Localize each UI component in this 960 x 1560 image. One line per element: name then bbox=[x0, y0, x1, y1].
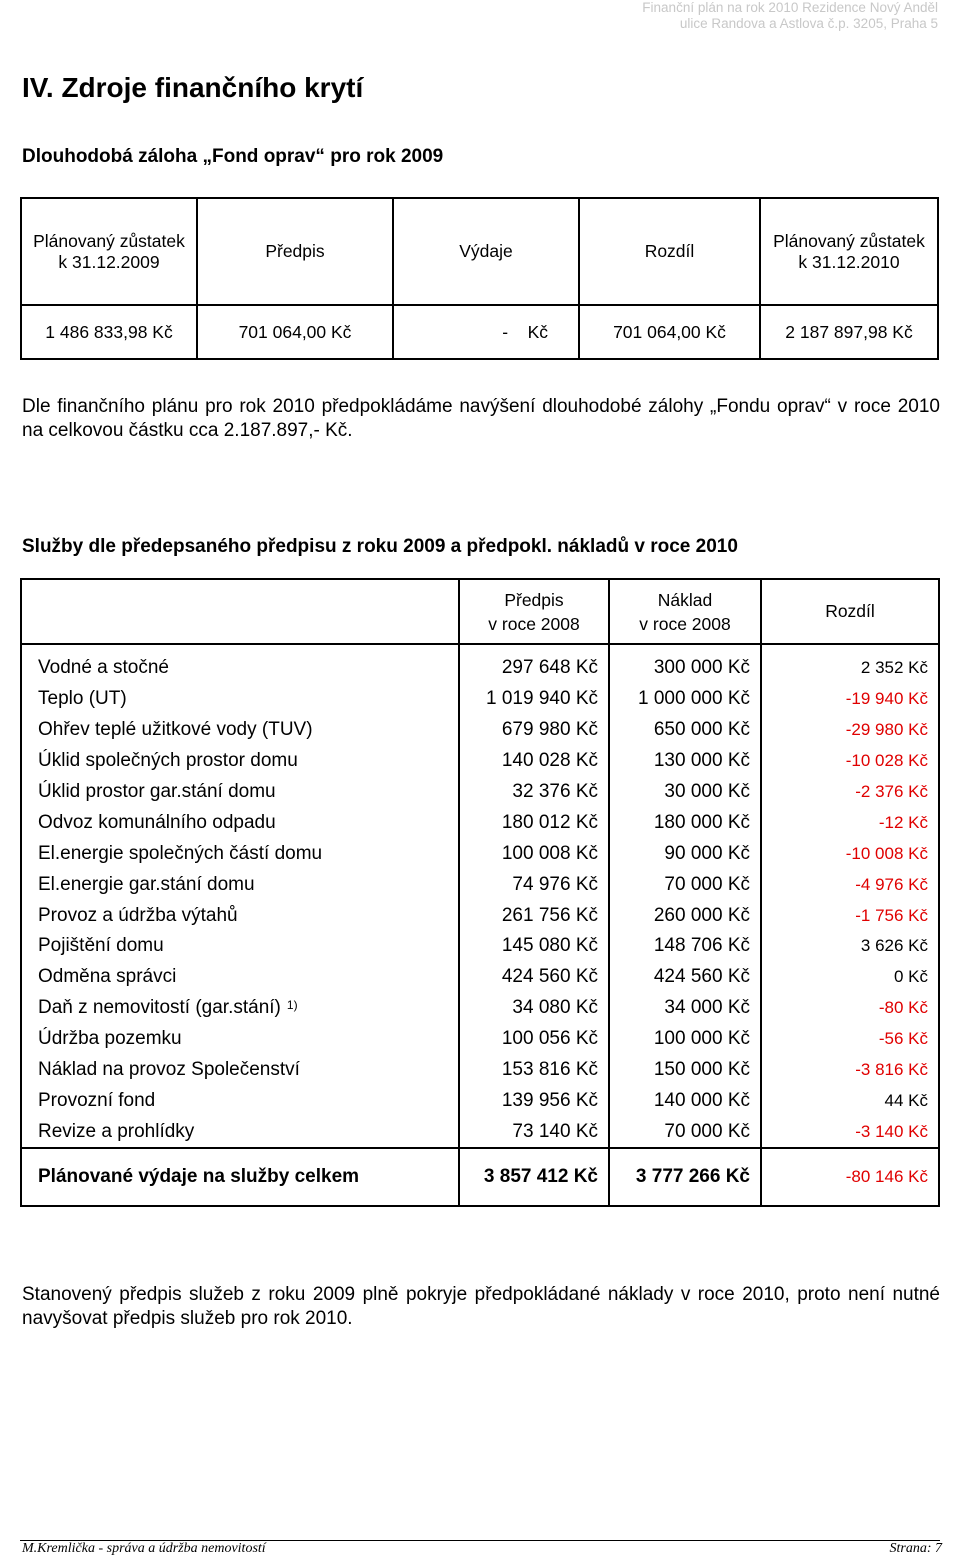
service-predpis: 100 056 Kč bbox=[459, 1024, 609, 1055]
service-name bbox=[21, 644, 459, 684]
service-rozdil: -56 Kč bbox=[761, 1024, 939, 1055]
services-paragraph: Stanovený předpis služeb z roku 2009 plně pokryje předpokládané náklady v roce 2010, proto není nutné navyšovat předpis služeb pro rok 2010. bbox=[22, 1284, 940, 1329]
service-predpis: 32 376 Kč bbox=[459, 777, 609, 808]
service-name bbox=[21, 746, 459, 777]
fund-header-vydaje: Výdaje bbox=[393, 198, 579, 305]
service-row bbox=[21, 644, 939, 684]
total-rozdil: -80 146 Kč bbox=[761, 1148, 939, 1206]
service-name bbox=[21, 777, 459, 808]
service-naklad: 424 560 Kč bbox=[609, 962, 761, 993]
services-header-rozdil: Rozdíl bbox=[761, 579, 939, 644]
service-row bbox=[21, 1024, 939, 1055]
services-header-naklad-line1: Náklad bbox=[657, 589, 713, 610]
total-naklad: 3 777 266 Kč bbox=[609, 1148, 761, 1206]
service-row bbox=[21, 777, 939, 808]
service-naklad: 100 000 Kč bbox=[609, 1024, 761, 1055]
footer-page-number: Strana: 7 bbox=[889, 1541, 942, 1556]
service-row bbox=[21, 931, 939, 962]
service-naklad: 130 000 Kč bbox=[609, 746, 761, 777]
services-header-naklad-line2: v roce 2008 bbox=[639, 613, 731, 634]
service-rozdil: -19 940 Kč bbox=[761, 684, 939, 715]
services-header-predpis-line1: Předpis bbox=[504, 589, 564, 610]
service-name bbox=[21, 838, 459, 869]
service-naklad: 180 000 Kč bbox=[609, 807, 761, 838]
service-predpis: 34 080 Kč bbox=[459, 993, 609, 1024]
service-naklad: 1 000 000 Kč bbox=[609, 684, 761, 715]
service-name bbox=[21, 931, 459, 962]
service-row bbox=[21, 993, 939, 1024]
services-table bbox=[20, 578, 940, 1207]
services-title: Služby dle předepsaného předpisu z roku 2009 a předpokl. nákladů v roce 2010 bbox=[22, 536, 738, 557]
service-name-text: Ohřev teplé užitkové vody (TUV) bbox=[38, 719, 313, 741]
service-rozdil: -80 Kč bbox=[761, 993, 939, 1024]
service-name bbox=[21, 1116, 459, 1148]
service-name bbox=[21, 962, 459, 993]
service-rozdil: -3 140 Kč bbox=[761, 1116, 939, 1148]
service-name-text: Odvoz komunálního odpadu bbox=[38, 811, 276, 833]
service-rozdil: -1 756 Kč bbox=[761, 900, 939, 931]
service-rozdil: 44 Kč bbox=[761, 1085, 939, 1116]
service-predpis: 261 756 Kč bbox=[459, 900, 609, 931]
service-naklad: 70 000 Kč bbox=[609, 869, 761, 900]
fund-header-rozdil: Rozdíl bbox=[579, 198, 760, 305]
service-naklad: 260 000 Kč bbox=[609, 900, 761, 931]
service-name-text: Daň z nemovitostí (gar.stání) bbox=[38, 997, 281, 1019]
service-rozdil: -10 028 Kč bbox=[761, 746, 939, 777]
service-rozdil: -12 Kč bbox=[761, 807, 939, 838]
service-name bbox=[21, 715, 459, 746]
service-naklad: 90 000 Kč bbox=[609, 838, 761, 869]
service-predpis: 100 008 Kč bbox=[459, 838, 609, 869]
service-row bbox=[21, 746, 939, 777]
service-name bbox=[21, 993, 459, 1024]
services-header-naklad bbox=[609, 579, 761, 644]
service-rozdil: -4 976 Kč bbox=[761, 869, 939, 900]
service-name bbox=[21, 1055, 459, 1086]
service-name-text: Vodné a stočné bbox=[38, 657, 169, 679]
service-naklad: 70 000 Kč bbox=[609, 1116, 761, 1148]
service-predpis: 145 080 Kč bbox=[459, 931, 609, 962]
service-name-text: Teplo (UT) bbox=[38, 688, 127, 710]
service-name bbox=[21, 684, 459, 715]
fund-header-start-line1: Plánovaný zůstatek bbox=[33, 230, 185, 251]
fund-header-row bbox=[21, 198, 938, 305]
service-name-text: Revize a prohlídky bbox=[38, 1120, 195, 1142]
total-predpis: 3 857 412 Kč bbox=[459, 1148, 609, 1206]
service-predpis: 153 816 Kč bbox=[459, 1055, 609, 1086]
service-rozdil: -2 376 Kč bbox=[761, 777, 939, 808]
fund-value-start: 1 486 833,98 Kč bbox=[21, 305, 197, 359]
services-total-row bbox=[21, 1148, 939, 1206]
service-naklad: 148 706 Kč bbox=[609, 931, 761, 962]
footnote-marker: 1) bbox=[286, 998, 298, 1013]
service-name bbox=[21, 900, 459, 931]
section-title: IV. Zdroje finančního krytí bbox=[22, 72, 364, 103]
service-predpis: 1 019 940 Kč bbox=[459, 684, 609, 715]
service-predpis: 74 976 Kč bbox=[459, 869, 609, 900]
services-header-empty bbox=[21, 579, 459, 644]
service-name-text: Pojištění domu bbox=[38, 935, 164, 957]
service-predpis: 424 560 Kč bbox=[459, 962, 609, 993]
service-name bbox=[21, 1024, 459, 1055]
services-header-predpis bbox=[459, 579, 609, 644]
service-name bbox=[21, 807, 459, 838]
service-naklad: 30 000 Kč bbox=[609, 777, 761, 808]
service-name-text: Úklid společných prostor domu bbox=[38, 750, 298, 772]
service-name-text: Odměna správci bbox=[38, 966, 177, 988]
service-rozdil: 2 352 Kč bbox=[761, 644, 939, 684]
service-row bbox=[21, 869, 939, 900]
service-naklad: 150 000 Kč bbox=[609, 1055, 761, 1086]
fund-value-row bbox=[21, 305, 938, 359]
service-row bbox=[21, 807, 939, 838]
services-header-row bbox=[21, 579, 939, 644]
service-predpis: 139 956 Kč bbox=[459, 1085, 609, 1116]
service-predpis: 297 648 Kč bbox=[459, 644, 609, 684]
service-name-text: Provozní fond bbox=[38, 1089, 156, 1111]
fund-paragraph: Dle finančního plánu pro rok 2010 předpokládáme navýšení dlouhodobé zálohy „Fondu oprav“ v roce 2010 na celkovou částku cca 2.187.897,- Kč. bbox=[22, 396, 940, 441]
fund-value-rozdil: 701 064,00 Kč bbox=[579, 305, 760, 359]
service-name-text: Úklid prostor gar.stání domu bbox=[38, 781, 276, 802]
fund-header-end-line1: Plánovaný zůstatek bbox=[773, 230, 925, 251]
fund-value-vydaje: - Kč bbox=[393, 305, 579, 359]
service-naklad: 140 000 Kč bbox=[609, 1085, 761, 1116]
service-row bbox=[21, 962, 939, 993]
services-body bbox=[21, 644, 939, 1148]
fund-header-end-balance bbox=[760, 198, 938, 305]
service-row bbox=[21, 684, 939, 715]
service-name-text: El.energie společných částí domu bbox=[38, 842, 323, 864]
total-label: Plánované výdaje na služby celkem bbox=[21, 1148, 459, 1206]
service-row bbox=[21, 1055, 939, 1086]
service-name bbox=[21, 1085, 459, 1116]
service-name bbox=[21, 869, 459, 900]
service-predpis: 140 028 Kč bbox=[459, 746, 609, 777]
service-rozdil: 0 Kč bbox=[761, 962, 939, 993]
service-row bbox=[21, 900, 939, 931]
service-predpis: 73 140 Kč bbox=[459, 1116, 609, 1148]
service-rozdil: -10 008 Kč bbox=[761, 838, 939, 869]
fund-header-end-line2: k 31.12.2010 bbox=[798, 251, 900, 272]
service-row bbox=[21, 1116, 939, 1148]
fund-header-predpis: Předpis bbox=[197, 198, 393, 305]
fund-value-end: 2 187 897,98 Kč bbox=[760, 305, 938, 359]
fund-title: Dlouhodobá záloha „Fond oprav“ pro rok 2009 bbox=[22, 146, 444, 167]
service-naklad: 300 000 Kč bbox=[609, 644, 761, 684]
services-header-predpis-line2: v roce 2008 bbox=[488, 613, 580, 634]
service-rozdil: -3 816 Kč bbox=[761, 1055, 939, 1086]
header-doc-title: Finanční plán na rok 2010 Rezidence Nový Anděl bbox=[642, 0, 938, 15]
fund-header-start-balance bbox=[21, 198, 197, 305]
fund-table bbox=[20, 197, 939, 360]
fund-value-predpis: 701 064,00 Kč bbox=[197, 305, 393, 359]
service-name-text: El.energie gar.stání domu bbox=[38, 873, 255, 895]
fund-header-start-line2: k 31.12.2009 bbox=[58, 251, 160, 272]
service-name-text: Provoz a údržba výtahů bbox=[38, 904, 238, 926]
service-name-text: Náklad na provoz Společenství bbox=[38, 1059, 300, 1081]
service-naklad: 650 000 Kč bbox=[609, 715, 761, 746]
service-rozdil: 3 626 Kč bbox=[761, 931, 939, 962]
service-row bbox=[21, 715, 939, 746]
service-predpis: 180 012 Kč bbox=[459, 807, 609, 838]
footer-company: M.Kremlička - správa a údržba nemovitostí bbox=[22, 1541, 266, 1556]
service-row bbox=[21, 1085, 939, 1116]
service-row bbox=[21, 838, 939, 869]
service-naklad: 34 000 Kč bbox=[609, 993, 761, 1024]
header-address: ulice Randova a Astlova č.p. 3205, Praha 5 bbox=[679, 16, 938, 31]
service-rozdil: -29 980 Kč bbox=[761, 715, 939, 746]
service-name-text: Údržba pozemku bbox=[38, 1028, 182, 1050]
service-predpis: 679 980 Kč bbox=[459, 715, 609, 746]
